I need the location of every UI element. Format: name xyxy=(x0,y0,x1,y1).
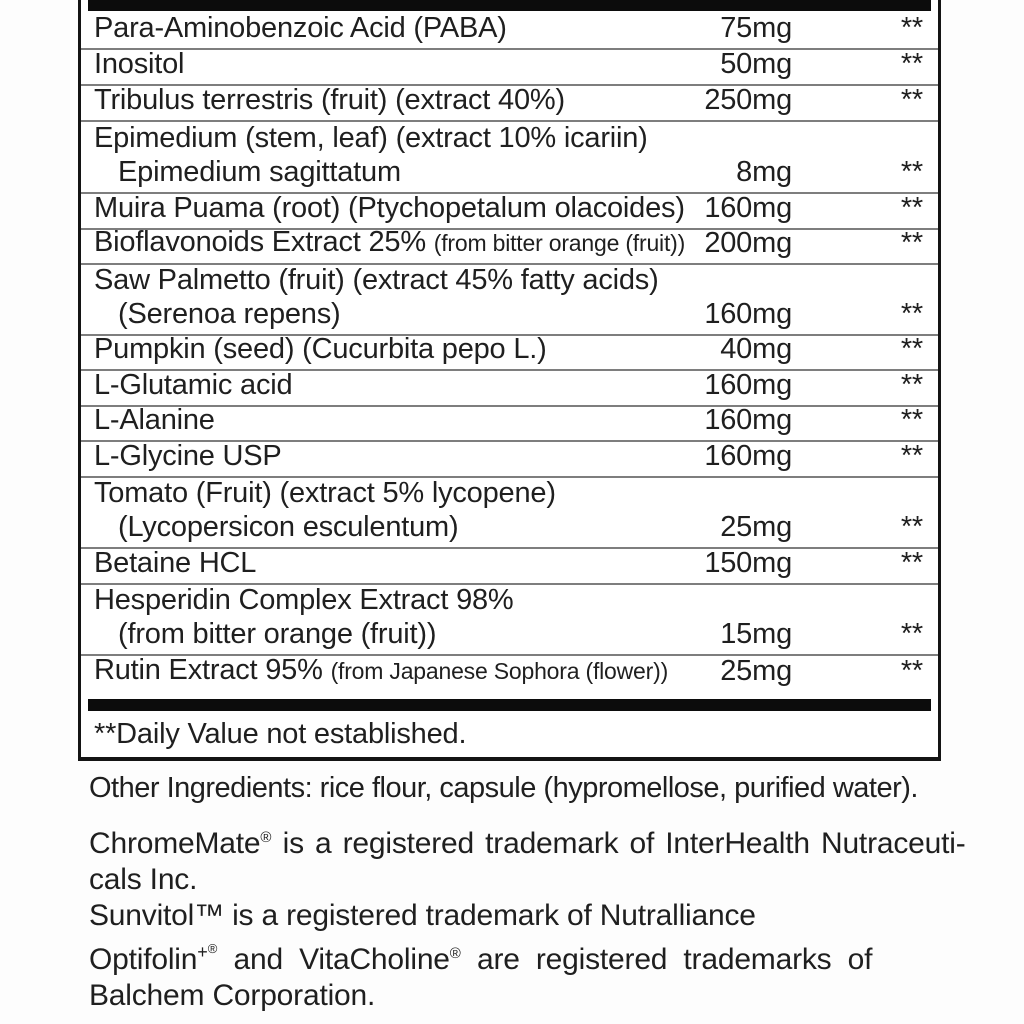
ingredient-amount: 160mg xyxy=(704,298,792,330)
ingredient-name: Pumpkin (seed) (Cucurbita pepo L.) xyxy=(94,333,547,365)
ingredient-row xyxy=(81,50,938,86)
ingredient-amount: 200mg xyxy=(704,227,792,259)
ingredient-daily-value: ** xyxy=(900,48,923,80)
ingredient-daily-value: ** xyxy=(900,404,923,436)
chromemate-trademark-line1 xyxy=(89,820,966,862)
chromemate-text: is a registered trademark of InterHealth Nutraceuti- xyxy=(271,827,966,860)
ingredient-name: Tribulus terrestris (fruit) (extract 40%) xyxy=(94,84,565,116)
ingredient-daily-value: ** xyxy=(900,84,923,116)
ingredient-row xyxy=(81,442,938,478)
ingredient-row xyxy=(81,122,938,194)
ingredient-daily-value: ** xyxy=(900,618,923,650)
chromemate-trademark-line2: cals Inc. xyxy=(89,863,198,896)
ingredient-name-line1: Epimedium (stem, leaf) (extract 10% icariin) xyxy=(94,122,648,154)
ingredient-row xyxy=(81,11,938,50)
ingredient-amount: 250mg xyxy=(704,84,792,116)
ingredient-row xyxy=(81,86,938,122)
ingredient-name-line2: (Lycopersicon esculentum) xyxy=(118,511,459,543)
ingredient-name: Inositol xyxy=(94,48,185,80)
ingredient-name: L-Glutamic acid xyxy=(94,369,293,401)
ingredient-name-line1: Saw Palmetto (fruit) (extract 45% fatty acids) xyxy=(94,264,659,296)
panel-top-bar xyxy=(88,0,931,11)
trademark-notes xyxy=(89,820,966,1014)
ingredient-name xyxy=(94,121,672,189)
ingredient-name-main: Bioflavonoids Extract 25% xyxy=(94,226,426,258)
ingredient-row xyxy=(81,404,938,442)
ingredient-daily-value: ** xyxy=(900,511,923,543)
optifolin-brand: Optifolin xyxy=(89,943,198,976)
ingredient-amount: 160mg xyxy=(704,192,792,224)
registered-mark-icon: ® xyxy=(260,829,272,846)
ingredient-name: Betaine HCL xyxy=(94,547,257,579)
ingredient-name xyxy=(94,225,686,260)
ingredient-daily-value: ** xyxy=(900,547,923,579)
ingredient-name-source: (from Japanese Sophora (flower)) xyxy=(330,658,669,684)
ingredient-name: Muira Puama (root) (Ptychopetalum olacoides) xyxy=(94,192,685,224)
ingredient-daily-value: ** xyxy=(900,655,923,687)
ingredient-daily-value: ** xyxy=(900,192,923,224)
ingredient-daily-value: ** xyxy=(900,333,923,365)
ingredient-amount: 150mg xyxy=(704,547,792,579)
chromemate-brand: ChromeMate xyxy=(89,827,261,860)
ingredient-name-line2: (from bitter orange (fruit)) xyxy=(118,618,437,650)
ingredient-amount: 160mg xyxy=(704,404,792,436)
ingredient-amount: 160mg xyxy=(704,369,792,401)
ingredient-amount: 160mg xyxy=(704,440,792,472)
daily-value-footnote: **Daily Value not established. xyxy=(94,717,467,750)
other-ingredients-text: Other Ingredients: rice flour, capsule (hypromellose, purified water). xyxy=(89,772,918,804)
ingredient-row xyxy=(81,549,938,585)
ingredient-name-source: (from bitter orange (fruit)) xyxy=(433,230,686,256)
plus-registered-mark-icon: +® xyxy=(197,941,218,962)
ingredient-daily-value: ** xyxy=(900,369,923,401)
ingredient-name-main: Rutin Extract 95% xyxy=(94,654,323,686)
optifolin-text: are registered trademarks of xyxy=(460,943,873,976)
ingredient-name xyxy=(94,476,672,544)
ingredient-name-line1: Hesperidin Complex Extract 98% xyxy=(94,584,514,616)
optifolin-trademark-line1 xyxy=(89,934,931,978)
ingredient-amount: 75mg xyxy=(720,12,792,44)
ingredient-row xyxy=(81,585,938,656)
registered-mark-icon: ® xyxy=(449,945,461,962)
ingredient-daily-value: ** xyxy=(900,227,923,259)
sunvitol-trademark-line: Sunvitol™ is a registered trademark of Nutralliance xyxy=(89,899,756,932)
ingredient-name xyxy=(94,263,672,331)
ingredient-name-line2: (Serenoa repens) xyxy=(118,298,341,330)
ingredient-name xyxy=(94,653,672,688)
ingredient-name: L-Glycine USP xyxy=(94,440,282,472)
ingredient-name: Para-Aminobenzoic Acid (PABA) xyxy=(94,12,507,44)
ingredient-name-line1: Tomato (Fruit) (extract 5% lycopene) xyxy=(94,477,556,509)
ingredient-row xyxy=(81,265,938,336)
supplement-facts-panel xyxy=(78,0,941,761)
ingredient-amount: 8mg xyxy=(736,156,792,188)
ingredient-daily-value: ** xyxy=(900,440,923,472)
ingredient-row xyxy=(81,371,938,407)
ingredient-amount: 40mg xyxy=(720,333,792,365)
ingredient-name xyxy=(94,583,672,651)
ingredient-amount: 25mg xyxy=(720,511,792,543)
ingredient-row xyxy=(81,226,938,265)
ingredient-amount: 50mg xyxy=(720,48,792,80)
vitacholine-brand: and VitaCholine xyxy=(217,943,450,976)
ingredient-row xyxy=(81,333,938,371)
ingredient-daily-value: ** xyxy=(900,12,923,44)
ingredient-name-line2: Epimedium sagittatum xyxy=(118,156,401,188)
ingredient-row xyxy=(81,656,938,691)
ingredient-amount: 25mg xyxy=(720,655,792,687)
panel-divider-bar xyxy=(88,699,931,711)
ingredient-row xyxy=(81,478,938,549)
optifolin-trademark-line2: Balchem Corporation. xyxy=(89,979,376,1012)
ingredient-daily-value: ** xyxy=(900,156,923,188)
ingredient-name: L-Alanine xyxy=(94,404,215,436)
ingredient-daily-value: ** xyxy=(900,298,923,330)
ingredient-amount: 15mg xyxy=(720,618,792,650)
